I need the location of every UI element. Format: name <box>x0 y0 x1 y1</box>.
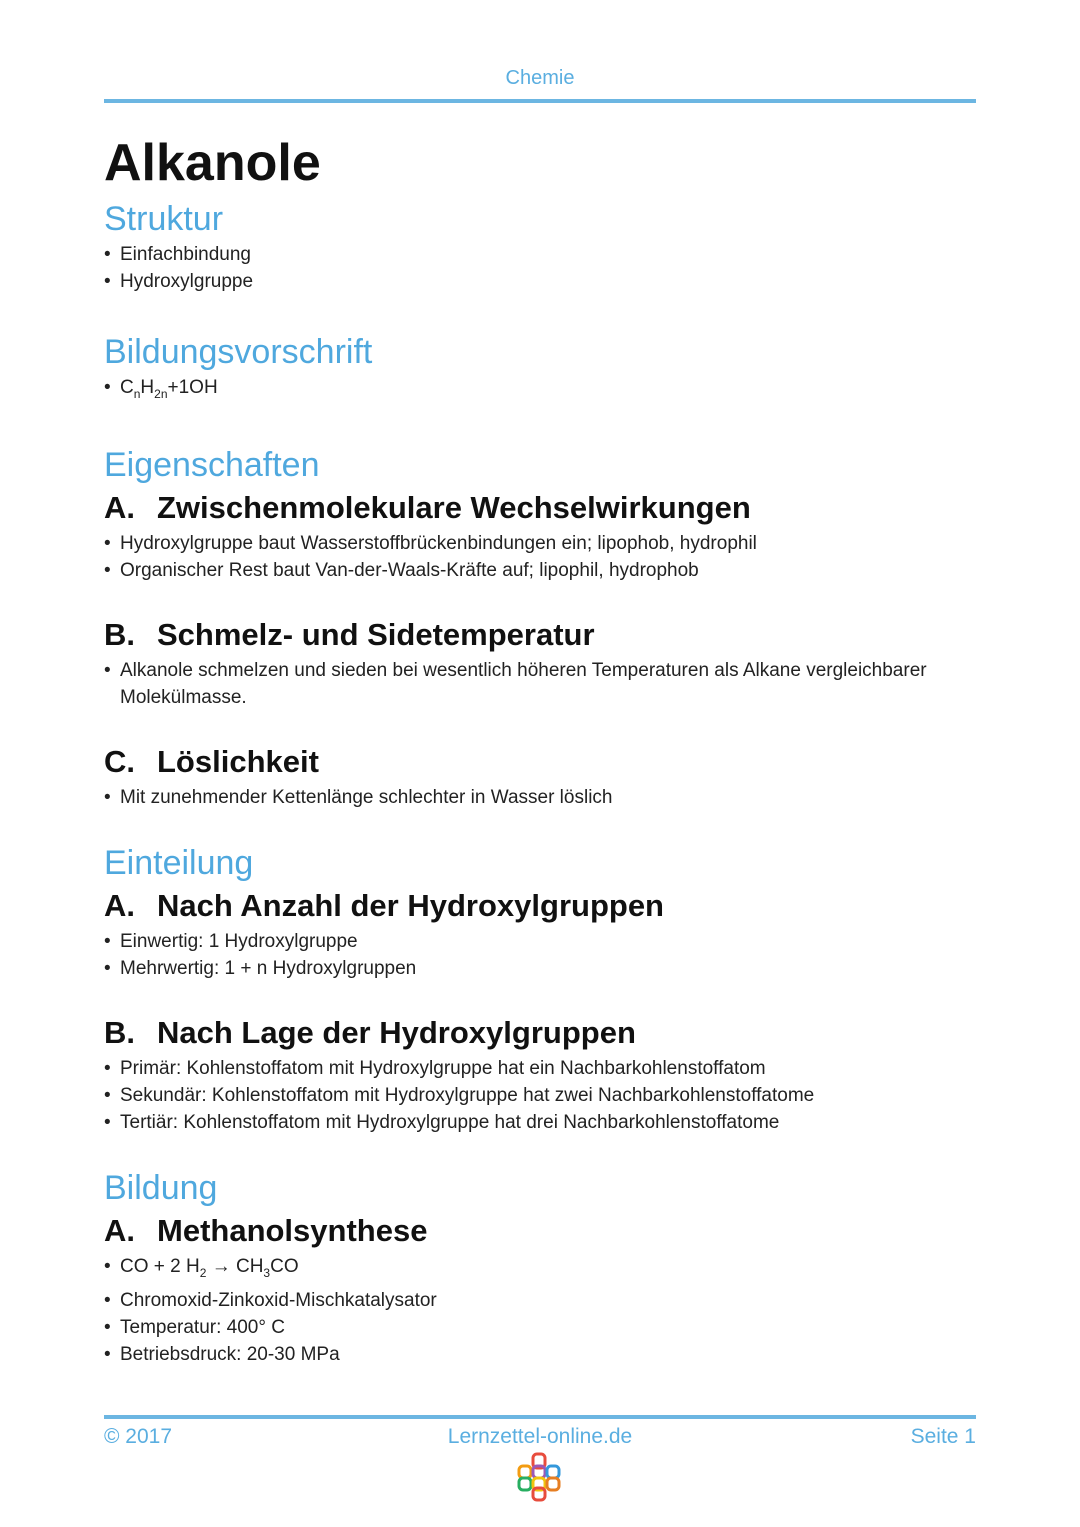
logo-icon <box>515 1452 565 1502</box>
page-header-subject: Chemie <box>505 67 575 89</box>
subheading-lage: B. Nach Lage der Hydroxylgruppen <box>104 1014 636 1050</box>
subheading-anzahl: A. Nach Anzahl der Hydroxylgruppen <box>104 887 664 923</box>
subheading-loeslichkeit: C. Löslichkeit <box>104 743 319 779</box>
einteilung-a-list <box>104 928 976 982</box>
section-heading-einteilung: Einteilung <box>104 843 254 882</box>
list-item: • Hydroxylgruppe baut Wasserstoffbrückenbindungen ein; lipophob, hydrophil <box>104 530 976 557</box>
bildung-a-list <box>104 1253 976 1368</box>
footer-rule <box>104 1415 976 1419</box>
header-rule <box>104 99 976 103</box>
list-item: • Tertiär: Kohlenstoffatom mit Hydroxylgruppe hat drei Nachbarkohlenstoffatome <box>104 1109 976 1136</box>
list-item: • Hydroxylgruppe <box>104 268 976 295</box>
list-item: • Primär: Kohlenstoffatom mit Hydroxylgruppe hat ein Nachbarkohlenstoffatom <box>104 1055 976 1082</box>
section-heading-bildungsvorschrift: Bildungsvorschrift <box>104 333 373 371</box>
list-item: • Organischer Rest baut Van-der-Waals-Kräfte auf; lipophil, hydrophob <box>104 557 976 584</box>
page <box>104 0 976 1368</box>
section-heading-eigenschaften: Eigenschaften <box>104 445 320 484</box>
list-item: • Betriebsdruck: 20-30 MPa <box>104 1341 976 1368</box>
list-item: • Einfachbindung <box>104 241 976 268</box>
section-heading-bildung: Bildung <box>104 1168 218 1207</box>
footer-copyright: © 2017 <box>104 1425 173 1448</box>
footer-site-link[interactable]: Lernzettel-online.de <box>447 1425 633 1448</box>
einteilung-b-list <box>104 1055 976 1136</box>
struktur-list <box>104 241 976 295</box>
subheading-zwischenmolekulare: A. Zwischenmolekulare Wechselwirkungen <box>104 489 751 525</box>
list-item: • Mehrwertig: 1 + n Hydroxylgruppen <box>104 955 976 982</box>
list-item: • Einwertig: 1 Hydroxylgruppe <box>104 928 976 955</box>
list-item: • Chromoxid-Zinkoxid-Mischkatalysator <box>104 1287 976 1314</box>
eigenschaften-a-list <box>104 530 976 584</box>
page-footer <box>104 1415 976 1451</box>
footer-page-number: Seite 1 <box>910 1425 976 1448</box>
formula-item: • $C_nH_{2n}+1OH$ <box>104 374 976 408</box>
eigenschaften-c-list <box>104 784 976 811</box>
section-heading-struktur: Struktur <box>104 200 224 238</box>
list-item: • Mit zunehmender Kettenlänge schlechter in Wasser löslich <box>104 784 976 811</box>
bildungsvorschrift-list <box>104 374 976 408</box>
list-item: • Temperatur: 400° C <box>104 1314 976 1341</box>
page-title: Alkanole <box>104 134 321 192</box>
reaction-item: • CO + 2 $H_2 \to CH_3CO$ <box>104 1253 976 1287</box>
subheading-methanolsynthese: A. Methanolsynthese <box>104 1212 428 1248</box>
subheading-schmelz: B. Schmelz- und Sidetemperatur <box>104 616 595 652</box>
list-item: • Alkanole schmelzen und sieden bei wesentlich höheren Temperaturen als Alkane vergleichbarer Molekülmasse. <box>104 657 976 711</box>
list-item: • Sekundär: Kohlenstoffatom mit Hydroxylgruppe hat zwei Nachbarkohlenstoffatome <box>104 1082 976 1109</box>
eigenschaften-b-list <box>104 657 976 711</box>
